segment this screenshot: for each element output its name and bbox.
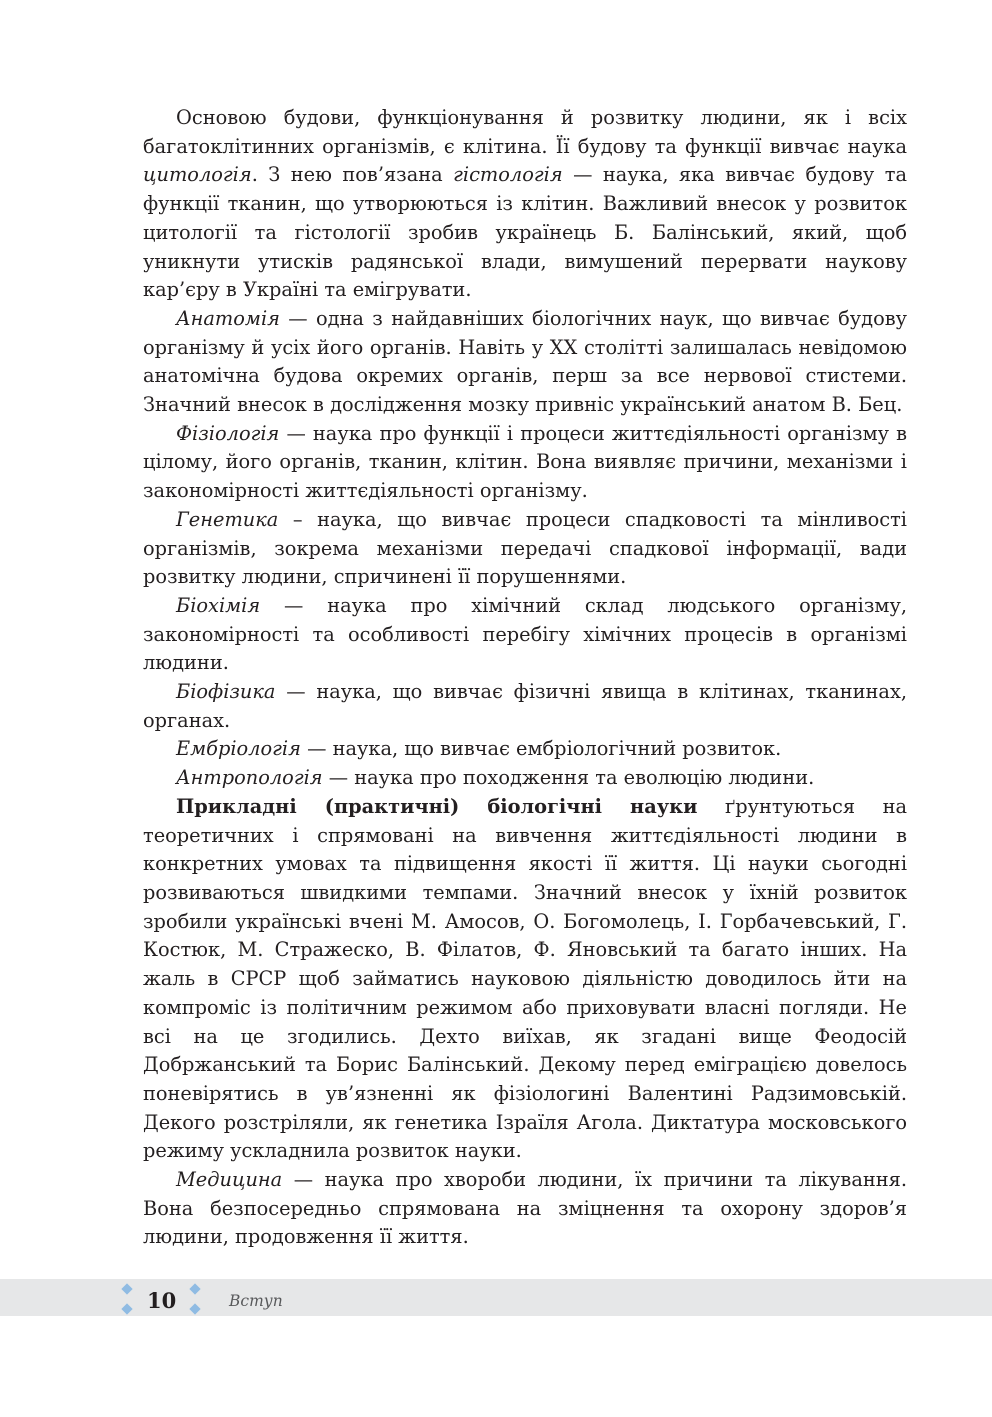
term: Медицина	[176, 1168, 283, 1192]
text-run: ґрунтуються на теоретичних і спрямовані на вивчення життєдіяльності людини в конкретних умовах та підвищення якості її життя. Ці науки сьогодні розвиваються швидкими темпами. Значний внесок у їхній розвиток зробили українські вчені М. Амосов, О. Богомолець, І. Горбачевський, Г. Костюк, М. Стражеско, В. Філатов, Ф. Яновський та багато інших. На жаль в СРСР щоб займатись науковою діяльністю доводилось йти на компроміс із політичним режимом або приховувати власні погляди. Не всі на це згодились. Дехто виїхав, як згадані вище Феодосій Добржанський та Борис Балінський. Декому перед еміграцією довелось поневірятись в ув’язненні як фізіологині Валентині Радзимовській. Декого розстріляли, як генетика Ізраїля Агола. Диктатура московського режиму ускладнила розвиток науки.	[143, 794, 907, 1163]
paragraph	[143, 592, 907, 678]
paragraph	[143, 506, 907, 592]
text-run: — наука, яка вивчає будову та функції тканин, що утворюються із клітин. Важливий внесок у розвиток цитології та гістології зробив українець Б. Балінський, який, щоб уникнути утисків радянської влади, вимушений перервати наукову кар’єру в Україні та емігрувати.	[143, 163, 907, 302]
text-run: — наука про походження та еволюцію людини.	[322, 766, 815, 790]
paragraph	[143, 420, 907, 506]
term: Антропологія	[176, 766, 323, 790]
text-run: — одна з найдавніших біологічних наук, що вивчає будову організму й усіх його органів. Навіть у XX столітті залишалась невідомою анатомічна будова окремих органів, перш за все нервової стистеми. Значний внесок в дослідження мозку привніс український анатом В. Бец.	[143, 306, 907, 417]
paragraph	[143, 735, 907, 764]
paragraph	[143, 793, 907, 1166]
paragraph	[143, 305, 907, 420]
paragraph	[143, 764, 907, 793]
term: гістологія	[453, 163, 563, 187]
text-run: — наука про хімічний склад людського організму, закономірності та особливості перебігу хімічних процесів в організмі людини.	[143, 593, 907, 675]
term: Ембріологія	[176, 737, 301, 761]
bold-term: Прикладні (практичні) біологічні науки	[176, 794, 698, 818]
page-number: 10	[147, 1288, 177, 1313]
term: Генетика	[176, 507, 279, 531]
body-text	[143, 104, 907, 1252]
term: цитологія	[143, 163, 252, 187]
term: Анатомія	[176, 306, 280, 330]
text-run: — наука про функції і процеси життєдіяльності організму в цілому, його органів, тканин, клітин. Вона виявляє причини, механізми і закономірності життєдіяльності організму.	[143, 421, 907, 503]
term: Біохімія	[176, 593, 261, 617]
term: Біофізика	[176, 680, 276, 704]
text-run: — наука, що вивчає фізичні явища в клітинах, тканинах, органах.	[143, 680, 907, 732]
text-run: . З нею пов’язана	[251, 163, 454, 187]
text-run: – наука, що вивчає процеси спадковості та мінливості організмів, зокрема механізми передачі спадкової інформації, вади розвитку людини, спричинені її порушеннями.	[143, 507, 907, 589]
paragraph	[143, 678, 907, 735]
text-run: — наука, що вивчає ембріологічний розвиток.	[300, 737, 782, 761]
text-run: — наука про хвороби людини, їх причини та лікування. Вона безпосередньо спрямована на зміцнення та охорону здоров’я людини, продовження її життя.	[143, 1168, 907, 1249]
text-run: Основою будови, функціонування й розвитку людини, як і всіх багатоклітинних організмів, є клітина. Її будову та функції вивчає наука	[143, 106, 907, 158]
paragraph	[143, 1166, 907, 1252]
section-name: Вступ	[229, 1292, 283, 1310]
term: Фізіологія	[176, 421, 280, 445]
paragraph	[143, 104, 907, 305]
